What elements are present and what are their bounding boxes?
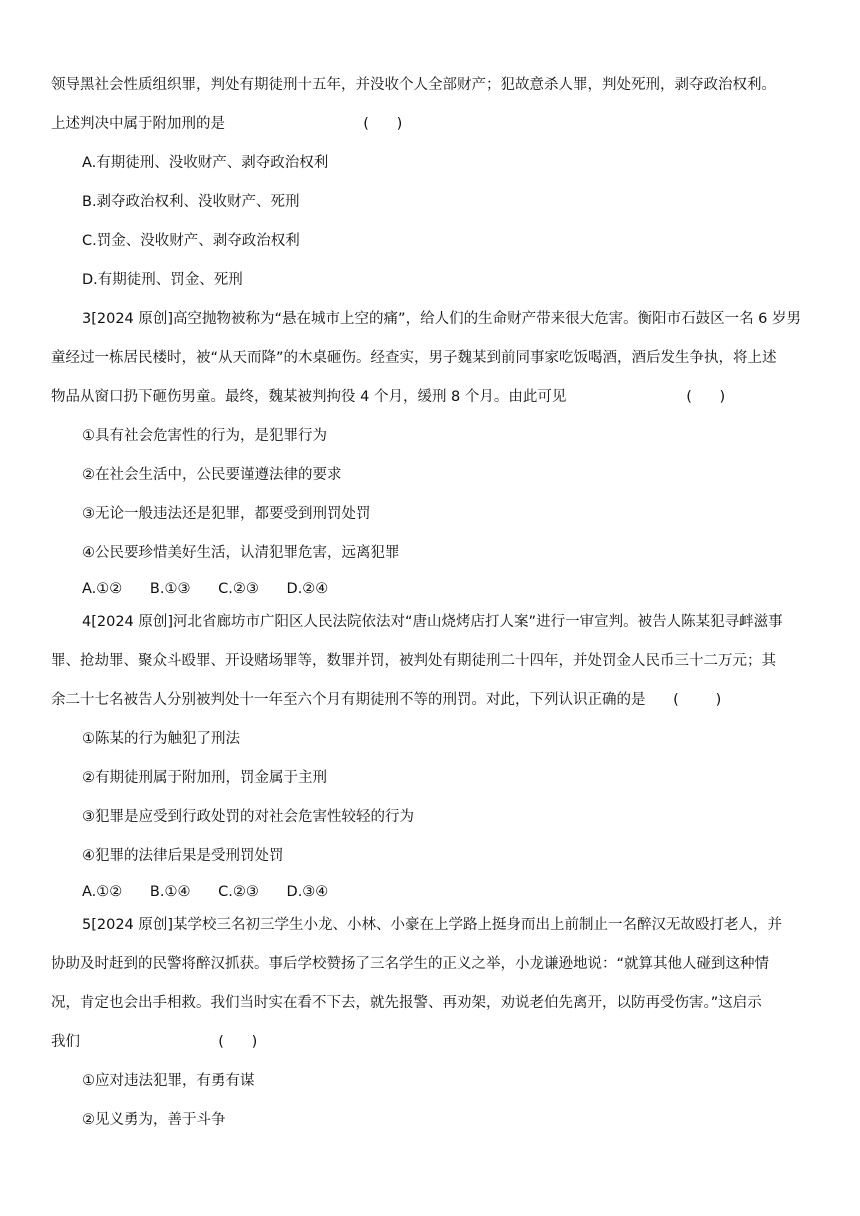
q2-text-line-2: 上述判决中属于附加刑的是 ( ) (51, 116, 403, 132)
q2-option-a: A.有期徒刑、没收财产、剥夺政治权利 (82, 155, 329, 171)
q2-option-c: C.罚金、没收财产、剥夺政治权利 (82, 233, 300, 249)
q3-statement-4: ④公民要珍惜美好生活，认清犯罪危害，远离犯罪 (82, 545, 400, 561)
q4-text-line-2: 罪、抢劫罪、聚众斗殴罪、开设赌场罪等，数罪并罚，被判处有期徒刑二十四年，并处罚金人民币三十二万元；其 (51, 653, 776, 669)
q5-statement-1: ①应对违法犯罪，有勇有谋 (82, 1073, 255, 1089)
q5-text-line-2: 协助及时赶到的民警将醉汉抓获。事后学校赞扬了三名学生的正义之举，小龙谦逊地说：“就算其他人碰到这种情 (51, 956, 770, 972)
q4-statement-2: ②有期徒刑属于附加刑，罚金属于主刑 (82, 770, 327, 786)
q4-text-line-3: 余二十七名被告人分别被判处十一年至六个月有期徒刑不等的刑罚。对此，下列认识正确的是 ( ) (51, 692, 722, 708)
q3-text-line-1: 3[2024 原创]高空抛物被称为“悬在城市上空的痛”，给人们的生命财产带来很大危害。衡阳市石鼓区一名 6 岁男 (82, 311, 802, 327)
q5-text-line-4: 我们 ( ) (51, 1034, 258, 1050)
q5-text-line-1: 5[2024 原创]某学校三名初三学生小龙、小林、小豪在上学路上挺身而出上前制止一名醉汉无故殴打老人，并 (82, 917, 783, 933)
q2-option-d: D.有期徒刑、罚金、死刑 (82, 272, 243, 288)
q5-statement-2: ②见义勇为，善于斗争 (82, 1112, 226, 1128)
q3-text-line-3: 物品从窗口扔下砸伤男童。最终，魏某被判拘役 4 个月，缓刑 8 个月。由此可见 ( ) (51, 389, 726, 405)
q3-statement-2: ②在社会生活中，公民要谨遵法律的要求 (82, 467, 342, 483)
q2-option-b: B.剥夺政治权利、没收财产、死刑 (82, 194, 300, 210)
q3-statement-1: ①具有社会危害性的行为，是犯罪行为 (82, 428, 327, 444)
q4-statement-3: ③犯罪是应受到行政处罚的对社会危害性较轻的行为 (82, 809, 414, 825)
q2-text-line-1: 领导黑社会性质组织罪，判处有期徒刑十五年，并没收个人全部财产；犯故意杀人罪，判处死刑，剥夺政治权利。 (51, 77, 776, 93)
q3-answer-options: A.①② B.①③ C.②③ D.②④ (82, 581, 329, 597)
q5-text-line-3: 况，肯定也会出手相救。我们当时实在看不下去，就先报警、再劝架，劝说老伯先离开，以防再受伤害。”这启示 (51, 995, 762, 1011)
q3-statement-3: ③无论一般违法还是犯罪，都要受到刑罚处罚 (82, 506, 371, 522)
q4-text-line-1: 4[2024 原创]河北省廊坊市广阳区人民法院依法对“唐山烧烤店打人案”进行一审宣判。被告人陈某犯寻衅滋事 (82, 614, 783, 630)
q3-text-line-2: 童经过一栋居民楼时，被“从天而降”的木桌砸伤。经查实，男子魏某到前同事家吃饭喝酒，酒后发生争执，将上述 (51, 350, 777, 366)
q4-answer-options: A.①② B.①④ C.②③ D.③④ (82, 884, 329, 900)
q4-statement-4: ④犯罪的法律后果是受刑罚处罚 (82, 848, 284, 864)
q4-statement-1: ①陈某的行为触犯了刑法 (82, 731, 240, 747)
